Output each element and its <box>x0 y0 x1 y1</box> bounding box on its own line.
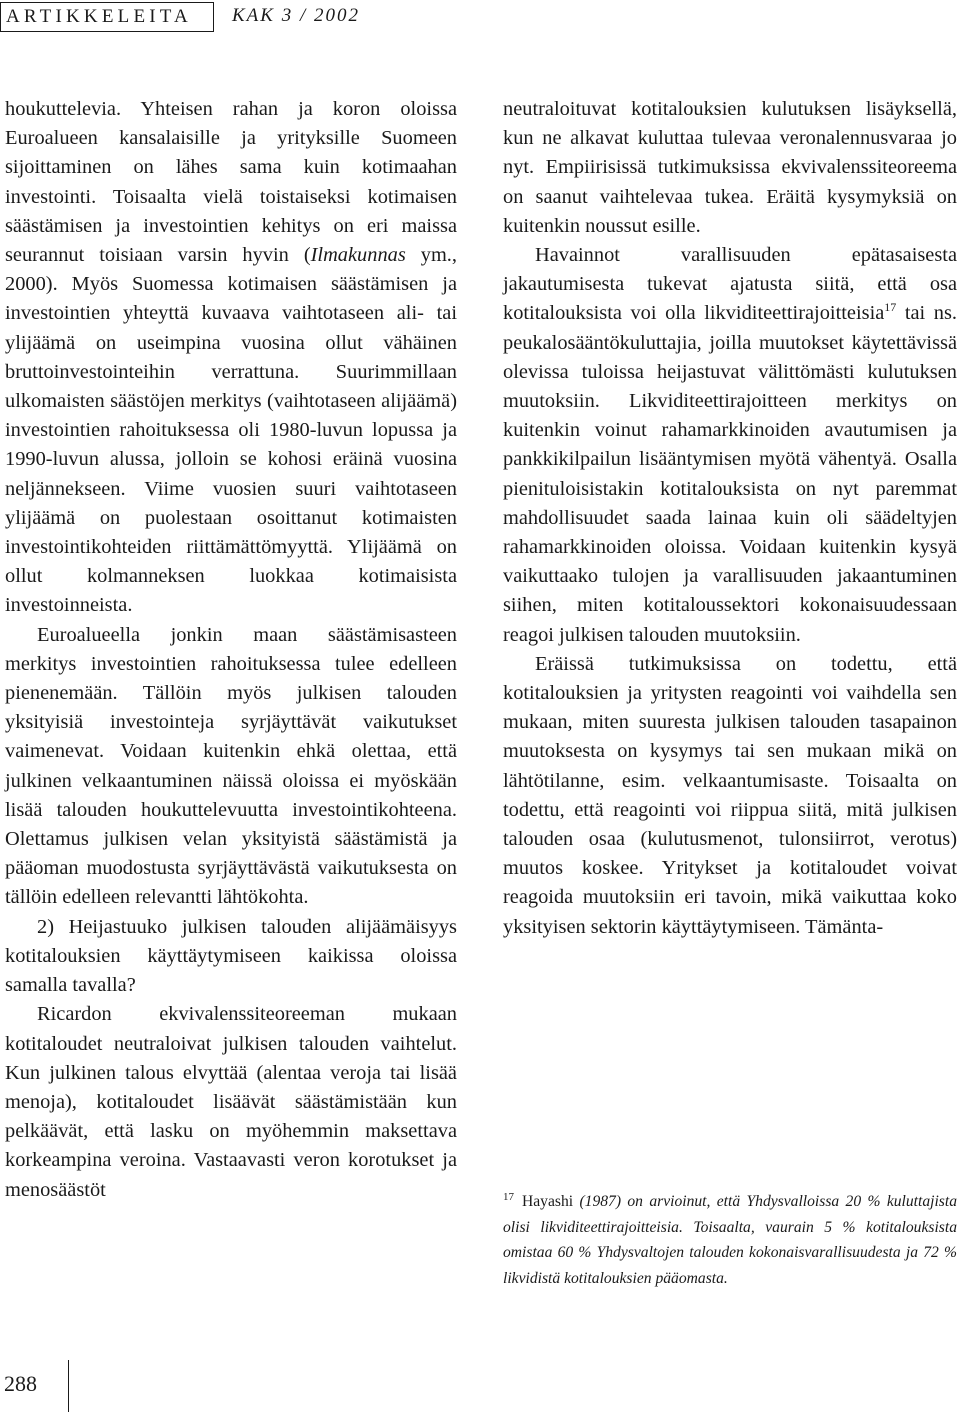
citation-author: Ilmakunnas <box>310 244 406 267</box>
footnote-number: 17 <box>503 1190 514 1203</box>
paragraph-text: houkuttelevia. Yhteisen rahan ja koron oloissa Euroalueen kansalaisille ja yrityksille Suomeen sijoittaminen on lähes sama kuin kotimaahan investointi. Toisaalta vielä toistaiseksi kotimaisen säästämisen ja investointien kehitys on eri maissa seurannut toisiaan varsin hyvin ( <box>5 98 457 267</box>
paragraph: neutraloituvat kotitalouksien kulutuksen lisäyksellä, kun ne alkavat kuluttaa tulevaa veronalennusvaraa jo nyt. Empiirisissä tutkimuksissa ekvivalenssiteoreema on saanut vaihtelevaa tukea. Eräitä kysymyksiä on kuitenkin noussut esille. <box>503 98 957 237</box>
paragraph: Ricardon ekvivalenssiteoreeman mukaan kotitaloudet neutraloivat julkisen talouden vaihtelut. Kun julkinen talous elvyttää (alentaa veroja tai lisää menoja), kotitaloudet lisäävät säästämistään kun pelkäävät, että lasku on myöhemmin maksettava korkeampina veroina. Vastaavasti veron korotukset ja menosäästöt <box>5 1003 457 1201</box>
footnote-author: Hayashi <box>522 1193 574 1210</box>
left-column <box>5 95 457 1205</box>
footnote-text: (1987) on arvioinut, että Yhdysvalloissa 20 % kuluttajista olisi likviditeettirajoitteisia. Toisaalta, vaurain 5 % kotitalouksista omistaa 60 % Yhdysvaltojen talouden kokonaisvarallisuudesta ja 72 % likvidistä kotitalouksien pääomasta. <box>503 1193 957 1287</box>
page-number-divider <box>68 1360 69 1412</box>
right-column <box>503 95 957 942</box>
paragraph-text: Havainnot varallisuuden epätasaisesta jakautumisesta tukevat ajatusta siitä, että osa kotitalouksista voi olla likviditeettirajoitteisia <box>503 244 957 325</box>
running-header <box>0 0 960 40</box>
paragraph <box>503 241 957 650</box>
paragraph-text: tai ns. peukalosääntökuluttajia, joilla muutokset käytettävissä olevissa tuloissa heijastuvat välittömästi kulutuksen muutoksiin. Likviditeettirajoitteen merkitys on kuitenkin voinut rahamarkkinoiden avautumisen ja pankkikilpailun lisääntymisen myötä vähentyä. Osalla pienituloisistakin kotitalouksista on nyt paremmat mahdollisuudet saada lainaa kuin oli säädeltyjen rahamarkkinoiden oloissa. Voidaan kuitenkin kysyä vaikuttaako tulojen ja varallisuuden jakaantuminen siihen, miten kotitaloussektori kokonaisuudessaan reagoi julkisen talouden muutoksiin. <box>503 302 958 646</box>
paragraph-text: ym., 2000). Myös Suomessa kotimaisen säästämisen ja investointien yhteyttä kuvaava vaihtotaseen ali- tai ylijäämä on useimpina vuosina ollut vähäinen bruttoinvestointeihin verrattuna. Suurimmillaan ulkomaisten säästöjen merkitys (vaihtotaseen alijäämä) investointien rahoituksessa oli 1980-luvun lopussa ja 1990-luvun alussa, jolloin se kohosi eräinä vuosina neljännekseen. Viime vuosien suuri vaihtotaseen ylijäämä on puolestaan osoittanut kotimaisten investointikohteiden riittämättömyyttä. Ylijäämä on ollut kolmanneksen luokkaa kotimaisista investoinneista. <box>5 244 457 617</box>
paragraph <box>5 95 457 621</box>
footnote-reference[interactable]: 17 <box>884 300 897 315</box>
footnote <box>503 1189 957 1291</box>
issue-label: KAK 3 / 2002 <box>232 5 360 26</box>
page-number: 288 <box>4 1371 37 1396</box>
paragraph: 2) Heijastuuko julkisen talouden alijäämäisyys kotitalouksien käyttäytymiseen kaikissa oloissa samalla tavalla? <box>5 915 457 997</box>
section-label: ARTIKKELEITA <box>0 2 214 32</box>
paragraph: Euroalueella jonkin maan säästämisasteen merkitys investointien rahoituksessa tulee edelleen pienenemään. Tällöin myös julkisen talouden yksityisiä investointeja syrjäyttävät vaikutukset vaimenevat. Voidaan kuitenkin ehkä olettaa, että julkinen velkaantuminen näissä oloissa ei myöskään lisää talouden houkuttelevuutta investointikohteena. Olettamus julkisen velan yksityistä säästämistä ja pääoman muodostusta syrjäyttävästä vaikutuksesta on tällöin edelleen relevantti lähtökohta. <box>5 623 457 909</box>
paragraph: Eräissä tutkimuksissa on todettu, että kotitalouksien ja yritysten reagointi voi vaihdella sen mukaan, miten suuresta julkisen talouden tasapainon muutoksesta on kysymys tai sen mukaan mikä on lähtötilanne, esim. velkaantumisaste. Toisaalta on todettu, että reagointi voi riippua siitä, mitä julkisen talouden osaa (kulutusmenot, tulonsiirrot, verotus) muutos koskee. Yritykset ja kotitaloudet voivat reagoida muutoksiin eri tavoin, mikä vaikuttaa koko yksityisen sektorin käyttäytymiseen. Tämänta- <box>503 652 957 938</box>
